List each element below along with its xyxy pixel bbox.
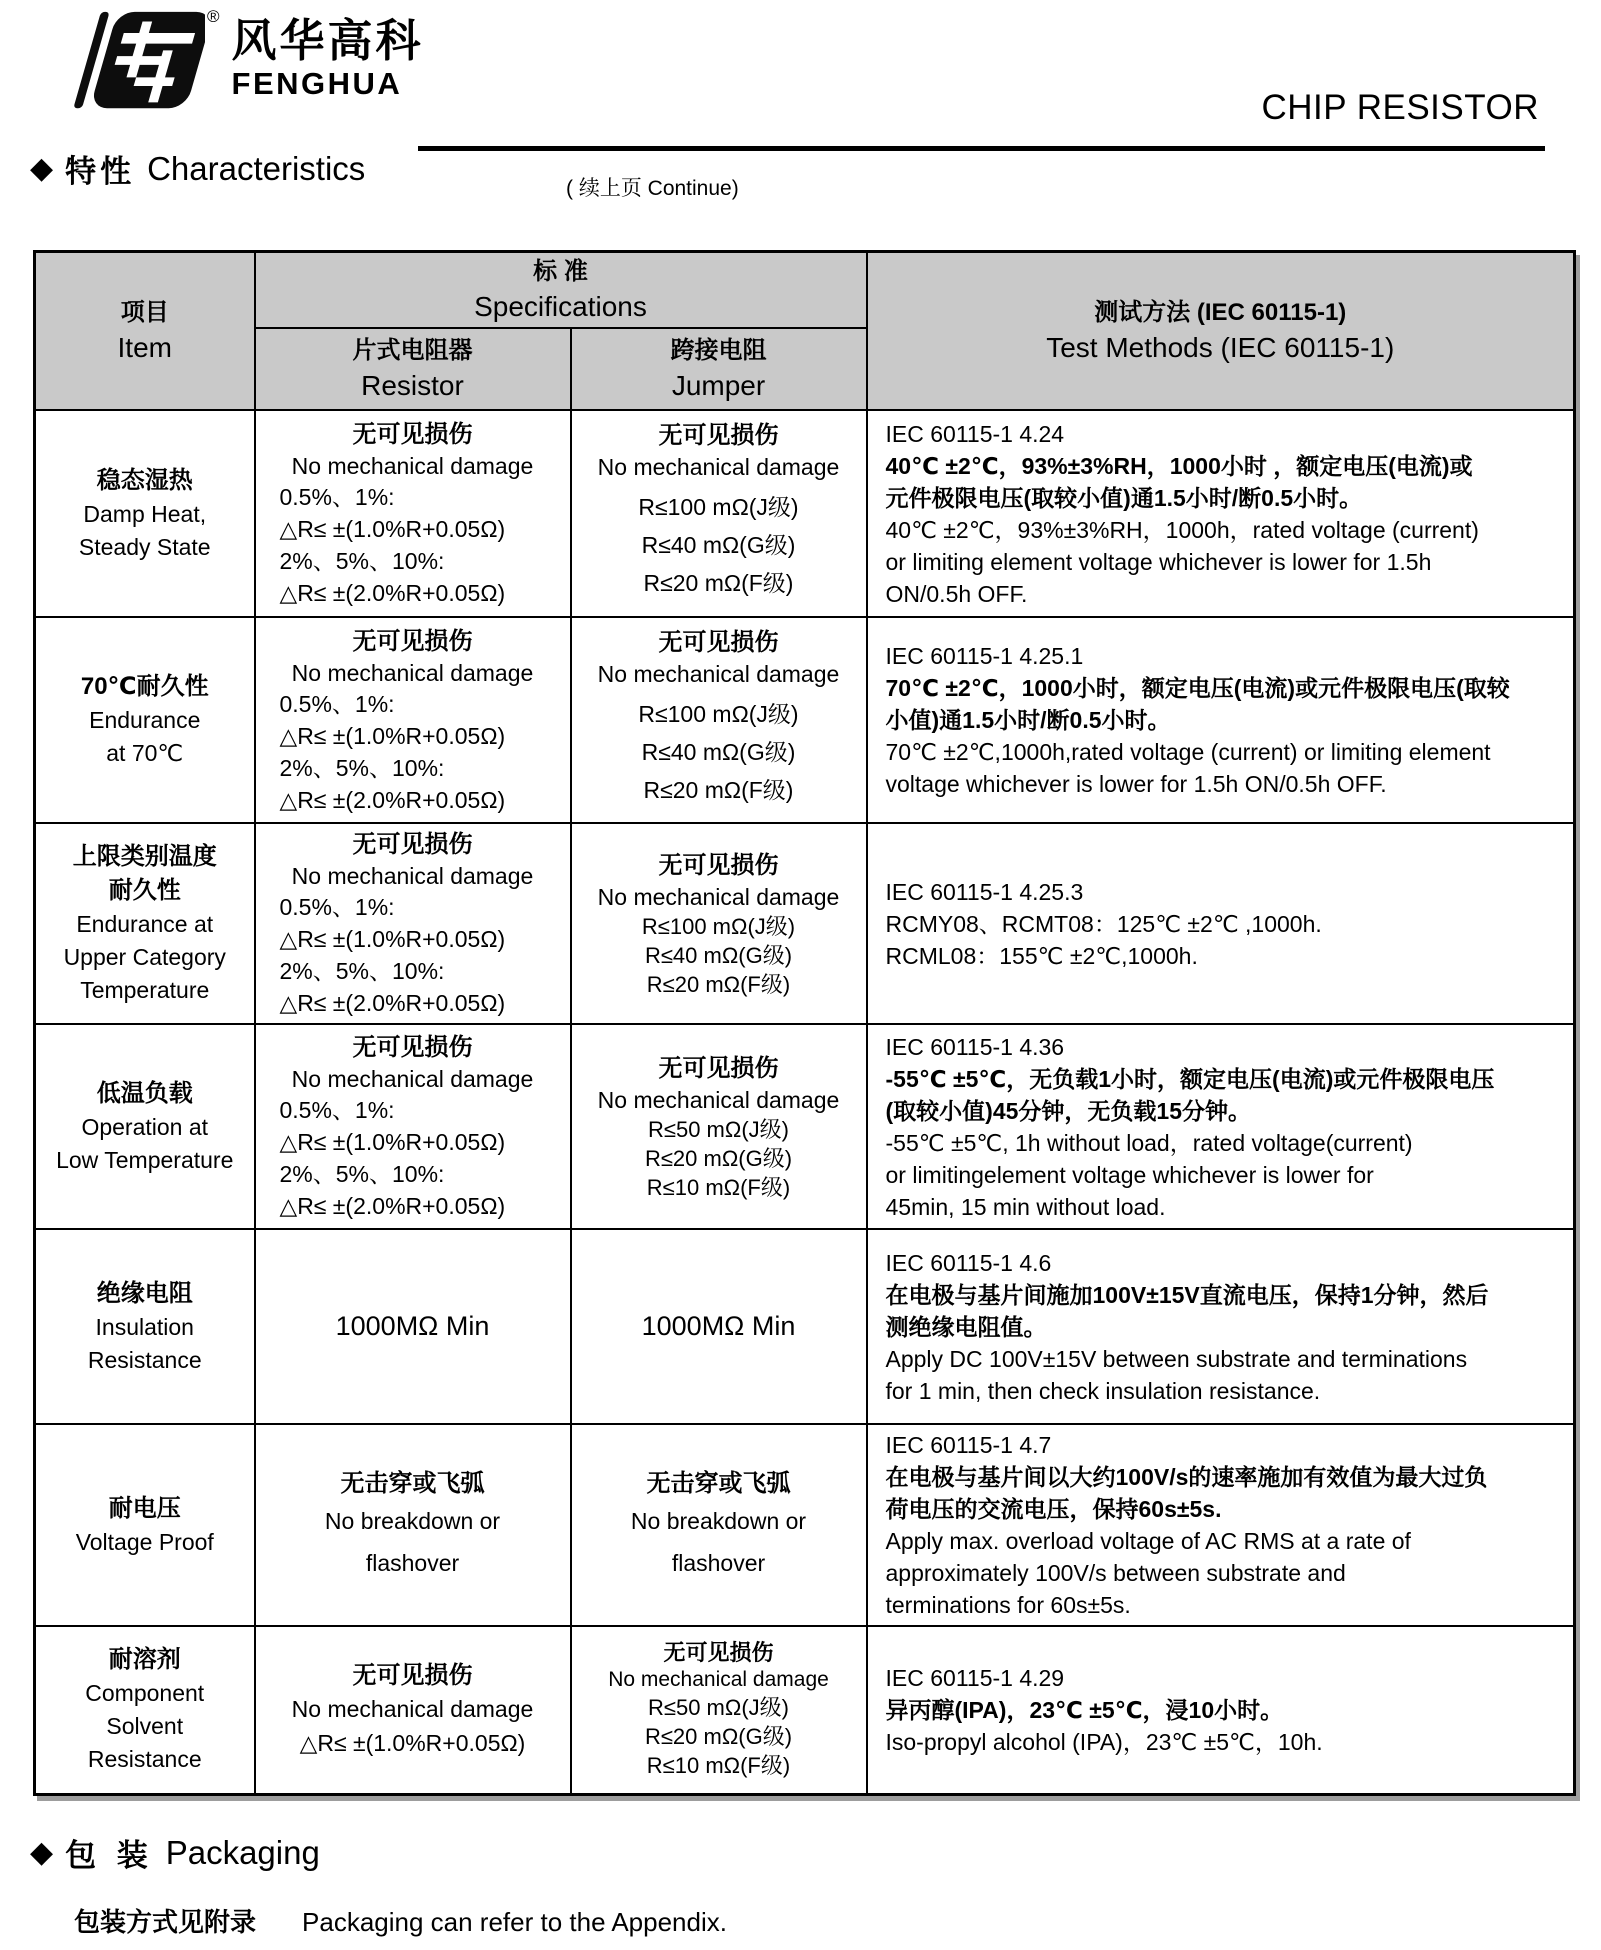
cell-line: 2%、5%、10%: — [279, 958, 445, 984]
cell-line: 无可见损伤 — [352, 627, 473, 655]
test-cell — [867, 1024, 1575, 1229]
cell-line: 无可见损伤 — [352, 1662, 473, 1690]
cell-line: 无可见损伤 — [658, 422, 779, 449]
cell-line: No mechanical damage — [291, 659, 534, 686]
jumper-cell — [571, 1229, 867, 1424]
cell-line: Apply max. overload voltage of AC RMS at a rate of — [885, 1528, 1411, 1554]
cell-line: (取较小值)45分钟，无负载15分钟。 — [885, 1097, 1251, 1124]
cell-line: R≤100 mΩ(J级) — [638, 700, 799, 727]
cell-line: 无可见损伤 — [658, 1054, 779, 1082]
cell-line: at 70℃ — [106, 740, 184, 766]
cell-line: 2%、5%、10%: — [279, 1161, 445, 1187]
cell-line: for 1 min, then check insulation resistance. — [885, 1377, 1321, 1404]
cell-line: RCMY08、RCMT08：125℃ ±2℃ ,1000h. — [885, 910, 1322, 937]
cell-line: △R≤ ±(1.0%R+0.05Ω) — [279, 926, 506, 952]
cell-line: 70℃ ±2℃,1000h,rated voltage (current) or limiting element — [885, 739, 1491, 765]
table-row — [35, 617, 1575, 823]
cell-line: 70℃耐久性 — [80, 673, 209, 700]
cell-line: 测绝缘电阻值。 — [885, 1313, 1047, 1340]
cell-line: 元件极限电压(取较小值)通1.5小时/断0.5小时。 — [885, 484, 1363, 511]
brand-name-en: FENGHUA — [231, 65, 403, 101]
cell-line: △R≤ ±(1.0%R+0.05Ω) — [299, 1730, 526, 1757]
cell-line: 耐久性 — [108, 877, 181, 904]
cell-line: Temperature — [80, 977, 210, 1003]
fenghua-logo-mark — [55, 8, 205, 114]
cell-line: 1000MΩ Min — [335, 1311, 490, 1341]
cell-line: ON/0.5h OFF. — [885, 580, 1028, 607]
spec-header-cn: 标 准 — [533, 258, 588, 285]
resistor-cell — [255, 617, 571, 823]
cell-line: 2%、5%、10%: — [279, 548, 445, 574]
cell-line: Insulation — [95, 1313, 194, 1340]
item-cell — [35, 1024, 255, 1229]
jumper-cell — [571, 410, 867, 617]
cell-line: R≤40 mΩ(G级) — [644, 942, 793, 968]
cell-line: R≤50 mΩ(J级) — [648, 1116, 789, 1142]
cell-line: Component — [85, 1680, 205, 1707]
cell-line: Iso-propyl alcohol (IPA)，23℃ ±5℃，10h. — [885, 1728, 1323, 1755]
cell-line: 上限类别温度 — [72, 843, 217, 870]
cell-line: 0.5%、1%: — [279, 484, 395, 510]
packaging-note-en: Packaging can refer to the Appendix. — [302, 1907, 727, 1937]
cell-line: 小值)通1.5小时/断0.5小时。 — [885, 707, 1171, 733]
cell-line: -55℃ ±5℃，无负载1小时，额定电压(电流)或元件极限电压 — [885, 1065, 1495, 1092]
packaging-title-en: Packaging — [165, 1833, 320, 1871]
cell-line: IEC 60115-1 4.7 — [885, 1432, 1052, 1458]
cell-line: R≤20 mΩ(F级) — [643, 776, 794, 803]
cell-line: 无可见损伤 — [663, 1640, 774, 1666]
diamond-icon: ◆ — [30, 1835, 54, 1869]
resistor-cell — [255, 1626, 571, 1794]
cell-line: 在电极与基片间以大约100V/s的速率施加有效值为最大过负 — [885, 1464, 1488, 1490]
test-header-cn: 测试方法 (IEC 60115-1) — [1094, 299, 1347, 326]
cell-line: 0.5%、1%: — [279, 894, 395, 920]
jumper-cell — [571, 1024, 867, 1229]
table-row — [35, 1229, 1575, 1424]
cell-line: R≤40 mΩ(G级) — [641, 532, 796, 558]
cell-line: 无可见损伤 — [658, 851, 779, 879]
cell-line: 耐电压 — [108, 1494, 181, 1522]
resistor-header-cn: 片式电阻器 — [352, 337, 473, 364]
cell-line: R≤20 mΩ(F级) — [643, 570, 794, 596]
cell-line: No mechanical damage — [291, 863, 534, 889]
cell-line: No mechanical damage — [608, 1668, 829, 1692]
table-row — [35, 1424, 1575, 1626]
cell-line: Damp Heat, — [83, 500, 207, 527]
item-cell — [35, 823, 255, 1024]
cell-line: R≤20 mΩ(G级) — [644, 1145, 793, 1171]
cell-line: Low Temperature — [56, 1146, 234, 1173]
resistor-cell — [255, 1024, 571, 1229]
cell-line: 70℃ ±2℃，1000小时，额定电压(电流)或元件极限电压(取较 — [885, 675, 1510, 701]
resistor-header-en: Resistor — [361, 370, 464, 401]
cell-line: 异丙醇(IPA)，23℃ ±5℃，浸10小时。 — [885, 1696, 1284, 1723]
test-header-en: Test Methods (IEC 60115-1) — [1046, 332, 1395, 363]
cell-line: 0.5%、1%: — [279, 690, 395, 717]
cell-line: Operation at — [81, 1113, 209, 1140]
cell-line: Upper Category — [63, 944, 226, 970]
cell-line: 在电极与基片间施加100V±15V直流电压，保持1分钟，然后 — [885, 1281, 1489, 1308]
cell-line: △R≤ ±(1.0%R+0.05Ω) — [279, 516, 506, 542]
cell-line: R≤20 mΩ(F级) — [646, 971, 791, 997]
col-header-resistor — [255, 328, 571, 410]
jumper-cell — [571, 823, 867, 1024]
cell-line: 耐溶剂 — [108, 1646, 181, 1674]
cell-line: voltage whichever is lower for 1.5h ON/0.5h OFF. — [885, 771, 1387, 797]
table-row — [35, 410, 1575, 617]
packaging-section-title — [30, 1830, 320, 1875]
item-cell — [35, 410, 255, 617]
jumper-header-en: Jumper — [671, 370, 766, 401]
test-cell — [867, 617, 1575, 823]
cell-line: No mechanical damage — [291, 1696, 534, 1723]
cell-line: 无可见损伤 — [658, 628, 779, 656]
brand-name-cn: 风华高科 — [231, 15, 424, 66]
item-cell — [35, 1424, 255, 1626]
cell-line: △R≤ ±(2.0%R+0.05Ω) — [279, 786, 506, 813]
cell-line: R≤10 mΩ(F级) — [646, 1753, 791, 1779]
resistor-cell — [255, 823, 571, 1024]
item-cell — [35, 1229, 255, 1424]
characteristics-section-title — [30, 146, 365, 191]
registered-mark: ® — [207, 7, 220, 26]
cell-line: 荷电压的交流电压，保持60s±5s. — [885, 1496, 1222, 1522]
cell-line: No mechanical damage — [597, 1086, 840, 1113]
characteristics-table-body — [35, 410, 1575, 1794]
cell-line: 低温负载 — [96, 1079, 193, 1107]
col-header-jumper — [571, 328, 867, 410]
cell-line: flashover — [671, 1549, 766, 1576]
resistor-cell — [255, 410, 571, 617]
cell-line: -55℃ ±5℃, 1h without load，rated voltage(current) — [885, 1129, 1413, 1156]
test-cell — [867, 1626, 1575, 1794]
header-rule — [418, 146, 1545, 151]
cell-line: or limitingelement voltage whichever is lower for — [885, 1161, 1374, 1188]
cell-line: R≤100 mΩ(J级) — [641, 913, 796, 939]
cell-line: 40℃ ±2℃，93%±3%RH，1000小时 ，额定电压(电流)或 — [885, 452, 1473, 479]
cell-line: No mechanical damage — [291, 1066, 534, 1092]
cell-line: R≤20 mΩ(G级) — [644, 1724, 793, 1750]
item-cell — [35, 1626, 255, 1794]
item-cell — [35, 617, 255, 823]
cell-line: No mechanical damage — [597, 454, 840, 480]
cell-line: △R≤ ±(2.0%R+0.05Ω) — [279, 1193, 506, 1219]
cell-line: Endurance — [89, 707, 201, 733]
page-title: CHIP RESISTOR — [1261, 88, 1539, 127]
cell-line: or limiting element voltage whichever is lower for 1.5h — [885, 548, 1432, 575]
cell-line: IEC 60115-1 4.36 — [885, 1033, 1065, 1060]
cell-line: Solvent — [106, 1713, 184, 1740]
cell-line: △R≤ ±(1.0%R+0.05Ω) — [279, 722, 506, 749]
test-cell — [867, 410, 1575, 617]
table-row — [35, 1626, 1575, 1794]
jumper-cell — [571, 1626, 867, 1794]
cell-line: Resistance — [87, 1746, 202, 1773]
section-title-cn: 特性 — [65, 154, 136, 189]
characteristics-table — [33, 250, 1576, 1796]
section-title-en: Characteristics — [147, 149, 366, 187]
cell-line: R≤100 mΩ(J级) — [638, 494, 799, 520]
cell-line: approximately 100V/s between substrate and — [885, 1560, 1346, 1586]
diamond-icon: ◆ — [30, 151, 54, 185]
cell-line: 无可见损伤 — [352, 1034, 473, 1061]
cell-line: Endurance at — [76, 911, 214, 937]
col-header-specifications — [255, 252, 867, 329]
cell-line: R≤10 mΩ(F级) — [646, 1174, 791, 1200]
col-header-item — [35, 252, 255, 411]
cell-line: IEC 60115-1 4.25.3 — [885, 878, 1084, 905]
cell-line: 2%、5%、10%: — [279, 754, 445, 781]
continue-note: ( 续上页 Continue) — [566, 177, 739, 200]
jumper-header-cn: 跨接电阻 — [670, 337, 767, 364]
cell-line: IEC 60115-1 4.29 — [885, 1664, 1065, 1691]
cell-line: Apply DC 100V±15V between substrate and terminations — [885, 1345, 1468, 1372]
cell-line: IEC 60115-1 4.24 — [885, 420, 1065, 447]
col-header-test-methods — [867, 252, 1575, 411]
cell-line: No mechanical damage — [291, 453, 534, 479]
cell-line: IEC 60115-1 4.6 — [885, 1249, 1052, 1276]
cell-line: R≤40 mΩ(G级) — [641, 738, 796, 765]
cell-line: flashover — [365, 1549, 460, 1576]
cell-line: R≤50 mΩ(J级) — [648, 1695, 789, 1721]
test-cell — [867, 1424, 1575, 1626]
cell-line: 稳态湿热 — [96, 466, 193, 494]
cell-line: Voltage Proof — [75, 1528, 214, 1555]
cell-line: 40℃ ±2℃，93%±3%RH，1000h，rated voltage (current) — [885, 516, 1479, 543]
cell-line: No mechanical damage — [597, 660, 840, 687]
jumper-cell — [571, 617, 867, 823]
table-header — [35, 252, 1575, 411]
cell-line: 无可见损伤 — [352, 421, 473, 448]
packaging-note — [74, 1902, 727, 1939]
cell-line: △R≤ ±(2.0%R+0.05Ω) — [279, 580, 506, 606]
cell-line: Steady State — [78, 533, 211, 560]
item-header-en: Item — [117, 332, 172, 363]
resistor-cell — [255, 1229, 571, 1424]
cell-line: No breakdown or — [324, 1507, 501, 1534]
cell-line: Resistance — [87, 1346, 202, 1373]
cell-line: 绝缘电阻 — [96, 1279, 193, 1307]
fenghua-logo — [55, 8, 424, 114]
cell-line: RCML08：155℃ ±2℃,1000h. — [885, 942, 1198, 969]
cell-line: 0.5%、1%: — [279, 1097, 395, 1123]
packaging-title-cn: 包 装 — [65, 1838, 154, 1873]
cell-line: △R≤ ±(1.0%R+0.05Ω) — [279, 1129, 506, 1155]
cell-line: IEC 60115-1 4.25.1 — [885, 643, 1084, 669]
cell-line: 1000MΩ Min — [641, 1311, 796, 1341]
header-row-top — [35, 252, 1575, 329]
jumper-cell — [571, 1424, 867, 1626]
packaging-note-cn: 包装方式见附录 — [74, 1907, 257, 1937]
item-header-cn: 项目 — [120, 299, 169, 326]
brand-text — [231, 15, 424, 102]
cell-line: △R≤ ±(2.0%R+0.05Ω) — [279, 990, 506, 1016]
spec-header-en: Specifications — [474, 291, 647, 322]
cell-line: No mechanical damage — [597, 883, 840, 910]
cell-line: 无可见损伤 — [352, 831, 473, 858]
cell-line: No breakdown or — [630, 1507, 807, 1534]
cell-line: 45min, 15 min without load. — [885, 1193, 1166, 1220]
table-row — [35, 1024, 1575, 1229]
cell-line: terminations for 60s±5s. — [885, 1592, 1131, 1618]
cell-line: 无击穿或飞弧 — [340, 1469, 485, 1497]
resistor-cell — [255, 1424, 571, 1626]
test-cell — [867, 823, 1575, 1024]
table-row — [35, 823, 1575, 1024]
cell-line: 无击穿或飞弧 — [646, 1469, 791, 1497]
test-cell — [867, 1229, 1575, 1424]
